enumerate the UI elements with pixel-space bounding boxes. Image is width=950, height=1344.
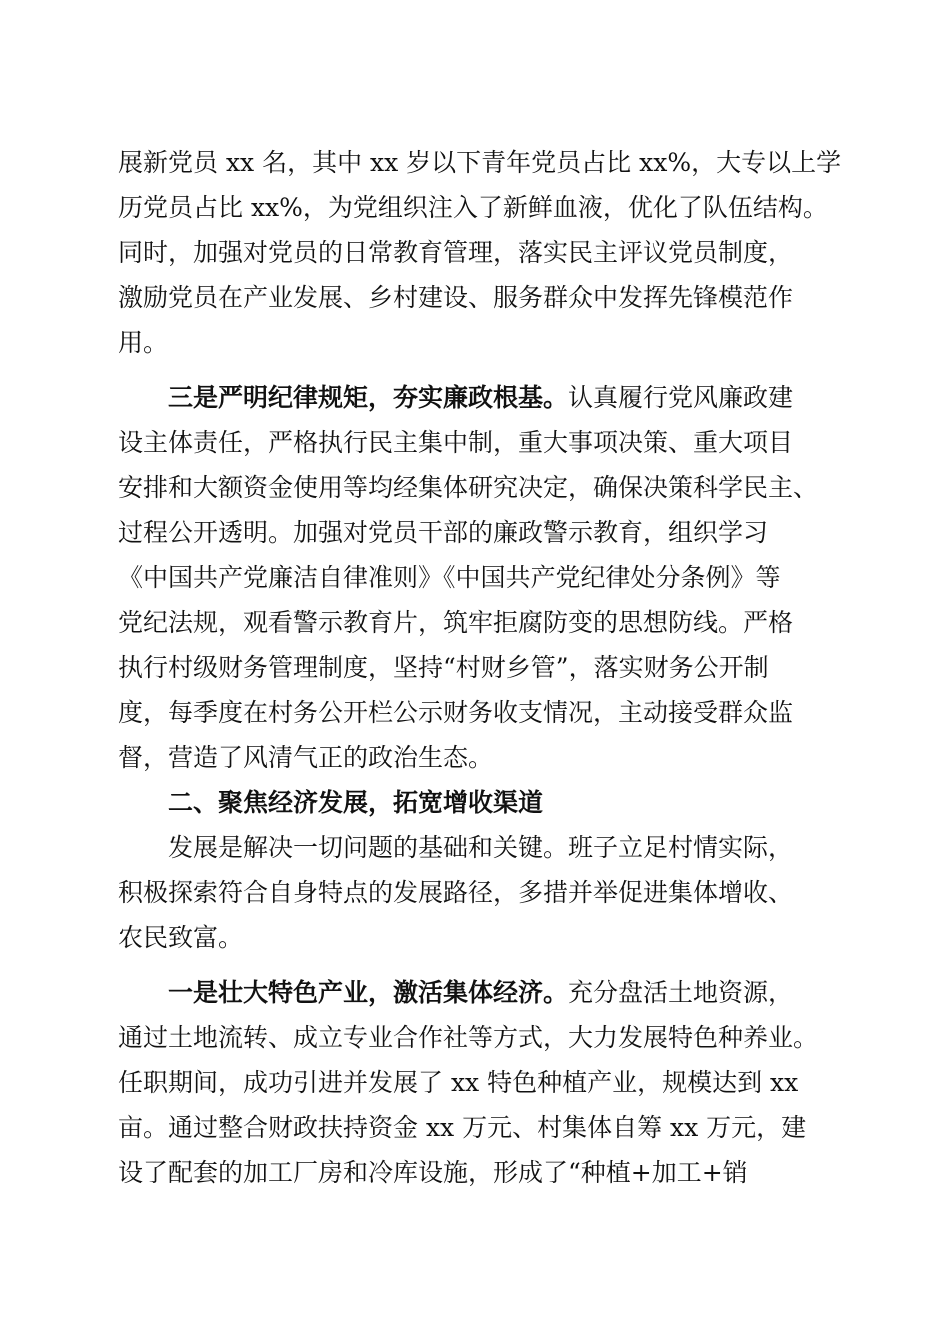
section-heading: 二、聚焦经济发展，拓宽增收渠道 (168, 788, 544, 817)
paragraph-discipline (118, 375, 836, 780)
text-line: 党纪法规，观看警示教育片，筑牢拒腐防变的思想防线。严格 (118, 608, 794, 637)
text-line: 安排和大额资金使用等均经集体研究决定，确保决策科学民主、 (118, 473, 819, 502)
paragraph-industry (118, 970, 836, 1195)
paragraph-first-line-rest: 认真履行党风廉政建 (568, 383, 794, 412)
text-line: 历党员占比 xx%，为党组织注入了新鲜血液，优化了队伍结构。 (118, 193, 828, 222)
text-line (118, 970, 836, 1015)
text-line: 设了配套的加工厂房和冷库设施，形成了“种植+加工+销 (118, 1158, 748, 1187)
paragraph-development-intro (118, 825, 836, 960)
text-line: 同时，加强对党员的日常教育管理，落实民主评议党员制度， (118, 238, 794, 267)
text-line: 积极探索符合自身特点的发展路径，多措并举促进集体增收、 (118, 878, 794, 907)
text-line: 通过土地流转、成立专业合作社等方式，大力发展特色种养业。 (118, 1023, 819, 1052)
text-line: 设主体责任，严格执行民主集中制，重大事项决策、重大项目 (118, 428, 794, 457)
paragraph-first-line-rest: 充分盘活土地资源， (568, 978, 794, 1007)
text-line: 用。 (118, 328, 169, 357)
text-line: 展新党员 xx 名，其中 xx 岁以下青年党员占比 xx%，大专以上学 (118, 148, 842, 177)
paragraph-party-members (118, 140, 842, 365)
text-line: 执行村级财务管理制度，坚持“村财乡管”，落实财务公开制 (118, 653, 769, 682)
document-page (118, 140, 842, 1195)
text-line: 发展是解决一切问题的基础和关键。班子立足村情实际， (168, 833, 794, 862)
text-line (118, 375, 836, 420)
text-line: 《中国共产党廉洁自律准则》《中国共产党纪律处分条例》等 (118, 563, 781, 592)
paragraph-lead-bold: 三是严明纪律规矩，夯实廉政根基。 (168, 383, 569, 412)
paragraph-lead-bold: 一是壮大特色产业，激活集体经济。 (168, 978, 569, 1007)
text-line: 任职期间，成功引进并发展了 xx 特色种植产业，规模达到 xx (118, 1068, 799, 1097)
text-line: 激励党员在产业发展、乡村建设、服务群众中发挥先锋模范作 (118, 283, 794, 312)
text-line: 督，营造了风清气正的政治生态。 (118, 743, 494, 772)
text-line: 过程公开透明。加强对党员干部的廉政警示教育，组织学习 (118, 518, 769, 547)
text-line: 亩。通过整合财政扶持资金 xx 万元、村集体自筹 xx 万元，建 (118, 1113, 807, 1142)
text-line: 度，每季度在村务公开栏公示财务收支情况，主动接受群众监 (118, 698, 794, 727)
text-line: 农民致富。 (118, 923, 244, 952)
